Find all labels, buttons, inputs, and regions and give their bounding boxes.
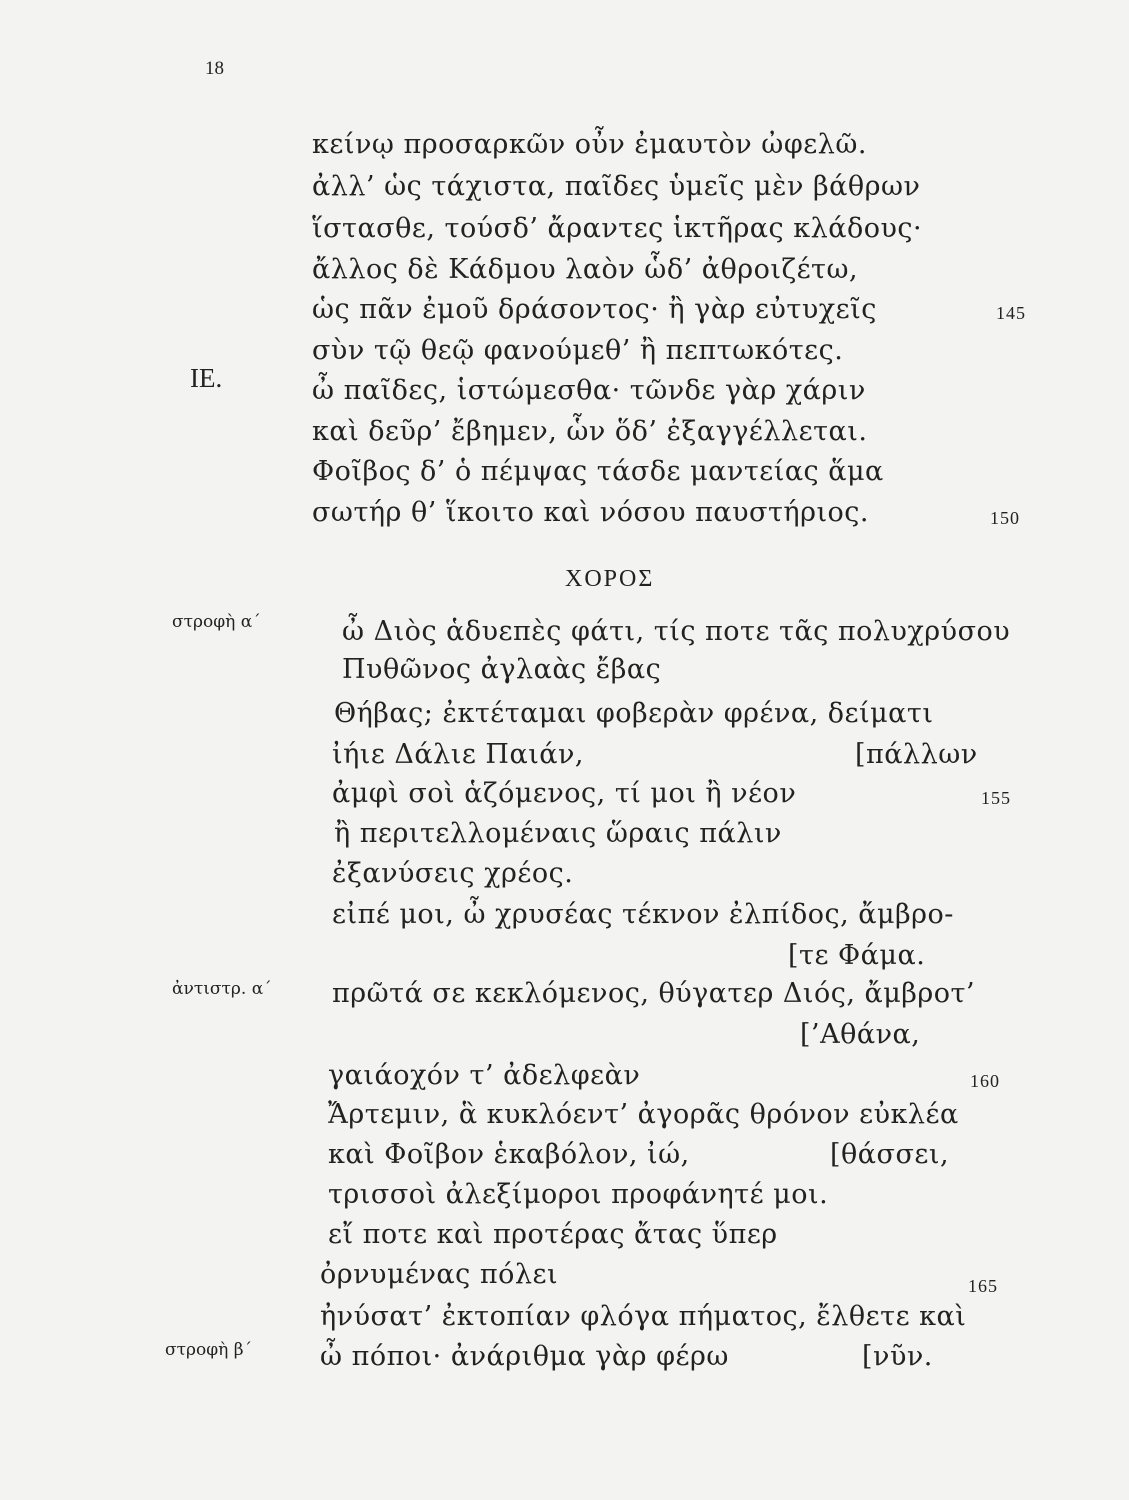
line-number: 150 xyxy=(990,508,1020,528)
verse-line: ἀμφὶ σοὶ ἁζόμενος, τί μοι ἢ νέον xyxy=(332,778,797,809)
chorus-heading: ΧΟΡΟΣ xyxy=(565,566,655,592)
verse-line: σὺν τῷ θεῷ φανούμεθ’ ἢ πεπτωκότες. xyxy=(312,335,844,366)
line-number: 165 xyxy=(968,1276,998,1296)
verse-line: ἐξανύσεις χρέος. xyxy=(332,858,574,889)
verse-line: εἴ ποτε καὶ προτέρας ἄτας ὕπερ xyxy=(328,1219,778,1250)
verse-line: ὦ πόποι· ἀνάριθμα γὰρ φέρω xyxy=(320,1341,729,1372)
verse-line: Πυθῶνος ἀγλαὰς ἔβας xyxy=(342,654,662,685)
line-number: 145 xyxy=(996,303,1026,323)
antistrophe-label: ἀντιστρ. α΄ xyxy=(172,979,272,999)
verse-line: Θήβας; ἐκτέταμαι φοβερὰν φρένα, δείματι xyxy=(334,698,934,729)
verse-line: ὦ Διὸς ἁδυεπὲς φάτι, τίς ποτε τᾶς πολυχρύσου xyxy=(342,616,1011,647)
verse-line: ἢ περιτελλομέναις ὥραις πάλιν xyxy=(334,818,782,849)
verse-line: ἀλλ’ ὡς τάχιστα, παῖδες ὑμεῖς μὲν βάθρων xyxy=(312,171,921,202)
verse-line-continuation: [νῦν. xyxy=(862,1341,933,1372)
verse-line-continuation: [θάσσει, xyxy=(830,1139,950,1170)
verse-line: εἰπέ μοι, ὦ χρυσέας τέκνον ἐλπίδος, ἄμβρο- xyxy=(332,899,954,930)
verse-line: Φοῖβος δ’ ὁ πέμψας τάσδε μαντείας ἅμα xyxy=(312,456,884,487)
verse-line: ὡς πᾶν ἐμοῦ δράσοντος· ἢ γὰρ εὐτυχεῖς xyxy=(312,294,877,325)
verse-line: ἰήιε Δάλιε Παιάν, xyxy=(332,739,585,770)
line-number: 155 xyxy=(981,788,1011,808)
strophe-label: στροφὴ α΄ xyxy=(172,612,261,632)
verse-line: ἄλλος δὲ Κάδμου λαὸν ὧδ’ ἀθροιζέτω, xyxy=(312,254,859,285)
verse-line-continuation: [τε Φάμα. xyxy=(788,940,926,971)
verse-line: Ἄρτεμιν, ἃ κυκλόεντ’ ἀγορᾶς θρόνον εὐκλέα xyxy=(328,1099,959,1130)
verse-line: ὀρνυμένας πόλει xyxy=(320,1259,559,1290)
speaker-label: ΙΕ. xyxy=(190,363,223,393)
verse-line: πρῶτά σε κεκλόμενος, θύγατερ Διός, ἄμβροτ’ xyxy=(332,978,976,1009)
verse-line-continuation: [’Αθάνα, xyxy=(800,1019,921,1050)
verse-line: καὶ Φοῖβον ἑκαβόλον, ἰώ, xyxy=(328,1139,690,1170)
verse-line-continuation: [πάλλων xyxy=(855,739,978,770)
verse-line: ὦ παῖδες, ἱστώμεσθα· τῶνδε γὰρ χάριν xyxy=(312,375,866,406)
verse-line: σωτήρ θ’ ἵκοιτο καὶ νόσου παυστήριος. xyxy=(312,497,869,528)
strophe-label: στροφὴ β΄ xyxy=(165,1340,253,1360)
verse-line: ἠνύσατ’ ἐκτοπίαν φλόγα πήματος, ἔλθετε καὶ xyxy=(320,1301,967,1332)
line-number: 160 xyxy=(970,1071,1000,1091)
verse-line: γαιάοχόν τ’ ἀδελφεὰν xyxy=(328,1060,641,1091)
verse-line: κείνῳ προσαρκῶν οὖν ἐμαυτὸν ὠφελῶ. xyxy=(312,129,867,160)
verse-line: τρισσοὶ ἀλεξίμοροι προφάνητέ μοι. xyxy=(328,1179,829,1210)
verse-line: ἵστασθε, τούσδ’ ἄραντες ἱκτῆρας κλάδους· xyxy=(312,213,923,244)
page-number: 18 xyxy=(205,58,224,79)
verse-line: καὶ δεῦρ’ ἔβημεν, ὧν ὅδ’ ἐξαγγέλλεται. xyxy=(312,416,868,447)
